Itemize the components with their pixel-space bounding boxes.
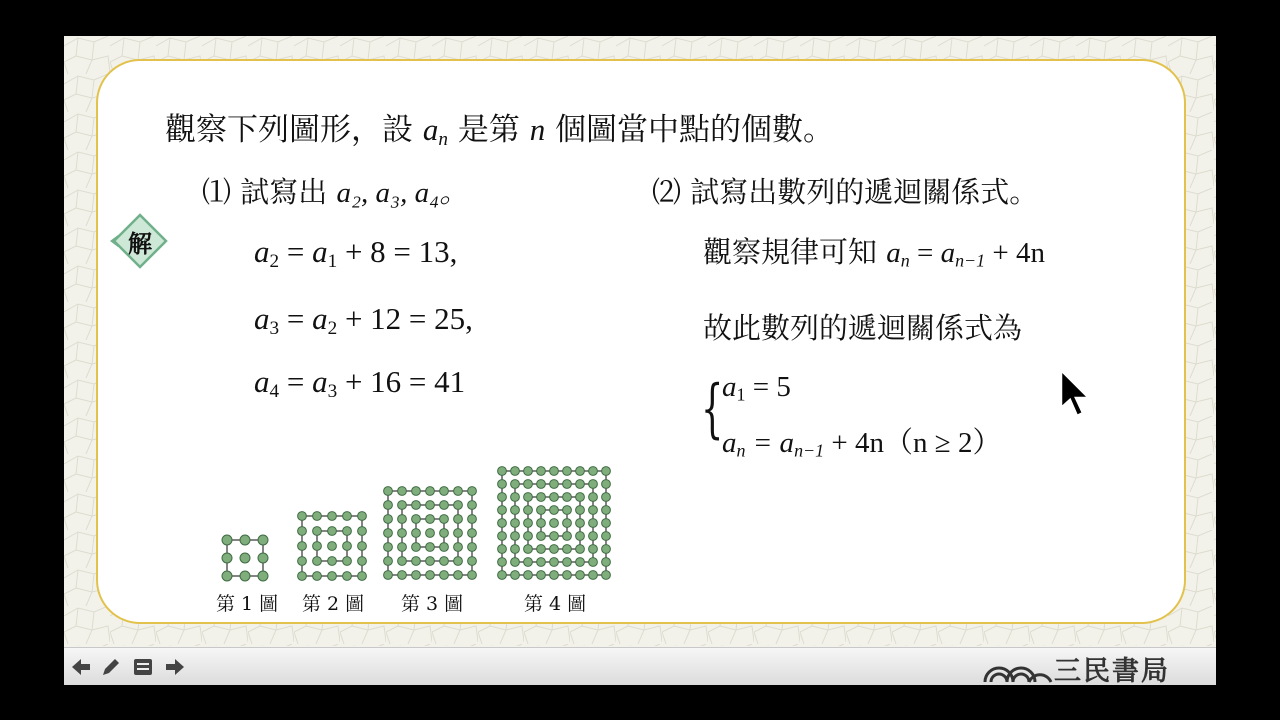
- figure-dot: [563, 493, 572, 502]
- figure-dot: [412, 487, 421, 496]
- figure-dot: [468, 515, 477, 524]
- figure-dot: [412, 529, 421, 538]
- figure-dot: [576, 506, 585, 515]
- conclusion-line: 故此數列的遞迴關係式為: [703, 311, 1023, 345]
- figure-dot: [426, 515, 435, 524]
- figure-dot: [576, 493, 585, 502]
- figure-center-dot: [550, 519, 559, 528]
- figure-dot: [298, 512, 307, 521]
- figure-dot: [498, 480, 507, 489]
- figure-dot: [550, 532, 559, 541]
- figure-caption-4: 第 4 圖: [524, 593, 587, 615]
- figure-dot: [426, 501, 435, 510]
- figure-dot: [498, 532, 507, 541]
- figure-dot: [222, 571, 232, 581]
- figure-dot: [398, 571, 407, 580]
- figure-dot: [524, 519, 533, 528]
- solution-badge-label: 解: [128, 230, 152, 258]
- figure-dot: [498, 545, 507, 554]
- figure-dot: [537, 493, 546, 502]
- figure-dot: [313, 512, 322, 521]
- figure-dot: [589, 519, 598, 528]
- figure-dot: [537, 532, 546, 541]
- figure-dot: [602, 519, 611, 528]
- figure-dot: [550, 571, 559, 580]
- figure-dot: [537, 467, 546, 476]
- figure-dot: [498, 571, 507, 580]
- figure-dot: [313, 527, 322, 536]
- figure-dot: [498, 519, 507, 528]
- figure-dot: [550, 558, 559, 567]
- figure-dot: [524, 558, 533, 567]
- figure-dot: [524, 506, 533, 515]
- figure-dot: [468, 557, 477, 566]
- figure-dot: [511, 519, 520, 528]
- figure-dot: [602, 571, 611, 580]
- observation-line: 觀察規律可知 $a_n = a_{n-1} + 4n$: [703, 235, 1046, 271]
- figure-dot: [563, 467, 572, 476]
- figure-dot: [576, 532, 585, 541]
- figure-dot: [328, 512, 337, 521]
- figure-dot: [398, 501, 407, 510]
- figure-dot: [576, 571, 585, 580]
- figure-dot: [358, 557, 367, 566]
- figure-dot: [589, 493, 598, 502]
- system-brace: {: [701, 372, 724, 446]
- figure-dot: [384, 557, 393, 566]
- dot-figure-2: [298, 512, 367, 581]
- figure-dot: [440, 501, 449, 510]
- figure-dot: [550, 467, 559, 476]
- figure-dot: [384, 543, 393, 552]
- figure-dot: [511, 571, 520, 580]
- figure-dot: [358, 542, 367, 551]
- figure-dot: [440, 543, 449, 552]
- figure-dot: [576, 519, 585, 528]
- figure-dot: [511, 532, 520, 541]
- figure-dot: [602, 506, 611, 515]
- figure-dot: [343, 572, 352, 581]
- figure-dot: [589, 532, 598, 541]
- figure-dot: [602, 558, 611, 567]
- figure-dot: [576, 480, 585, 489]
- figure-dot: [440, 529, 449, 538]
- figure-dot: [313, 542, 322, 551]
- figure-dot: [384, 487, 393, 496]
- figure-dot: [343, 542, 352, 551]
- figure-dot: [511, 467, 520, 476]
- figure-dot: [511, 545, 520, 554]
- figure-dot: [412, 501, 421, 510]
- figure-dot: [384, 571, 393, 580]
- figure-dot: [454, 571, 463, 580]
- recurrence-relation: $a_n = a_{n-1} + 4n(n \ge 2)$: [722, 427, 1002, 461]
- figure-dot: [426, 557, 435, 566]
- figure-dot: [398, 529, 407, 538]
- publisher-logo-icon: [983, 652, 1053, 684]
- part1-question: ⑴ 試寫出 a₂, a₃, a₄。: [202, 175, 469, 209]
- dot-figure-1: [222, 535, 268, 581]
- figure-dot: [454, 557, 463, 566]
- figure-dot: [589, 506, 598, 515]
- figure-dot: [454, 543, 463, 552]
- figure-dot: [384, 529, 393, 538]
- figure-center-dot: [240, 553, 250, 563]
- equation-a4: $a_4 = a_3 + 16 = 41$: [254, 364, 466, 402]
- figure-dot: [550, 480, 559, 489]
- figure-dot: [454, 515, 463, 524]
- figure-dot: [468, 543, 477, 552]
- figure-dot: [343, 557, 352, 566]
- figure-dot: [537, 506, 546, 515]
- figure-dot: [258, 553, 268, 563]
- figure-dot: [298, 557, 307, 566]
- figure-dot: [498, 506, 507, 515]
- figure-dot: [589, 571, 598, 580]
- figure-dot: [440, 487, 449, 496]
- figure-dot: [258, 535, 268, 545]
- figure-dot: [589, 558, 598, 567]
- figure-dot: [468, 487, 477, 496]
- figure-dot: [511, 480, 520, 489]
- figure-dot: [328, 572, 337, 581]
- figure-dot: [426, 543, 435, 552]
- figure-dot: [358, 527, 367, 536]
- figure-dot: [602, 532, 611, 541]
- figure-dot: [550, 506, 559, 515]
- figure-dot: [602, 467, 611, 476]
- figure-dot: [454, 487, 463, 496]
- problem-statement: 觀察下列圖形，設 $a_n$ 是第 n 個圖當中點的個數。: [165, 112, 835, 150]
- figure-dot: [537, 480, 546, 489]
- figure-dot: [468, 529, 477, 538]
- figure-dot: [440, 571, 449, 580]
- arrow-right-icon[interactable]: [164, 657, 186, 677]
- figure-dot: [358, 572, 367, 581]
- figure-dot: [550, 545, 559, 554]
- figure-dot: [328, 527, 337, 536]
- publisher-name: 三民書局: [1054, 656, 1170, 687]
- figure-dot: [576, 558, 585, 567]
- figure-dot: [398, 557, 407, 566]
- figure-dot: [222, 553, 232, 563]
- figure-dot: [563, 558, 572, 567]
- figure-dot: [240, 535, 250, 545]
- figure-dot: [602, 493, 611, 502]
- figure-dot: [440, 515, 449, 524]
- figure-dot: [524, 571, 533, 580]
- figure-caption-2: 第 2 圖: [302, 593, 365, 615]
- figure-dot: [298, 542, 307, 551]
- figure-dot: [563, 506, 572, 515]
- figure-dot: [524, 480, 533, 489]
- figure-dot: [412, 557, 421, 566]
- dot-figure-3: [384, 487, 477, 580]
- figure-caption-3: 第 3 圖: [401, 593, 464, 615]
- figure-dot: [398, 543, 407, 552]
- figure-dot: [412, 571, 421, 580]
- figure-dot: [298, 527, 307, 536]
- figure-dot: [222, 535, 232, 545]
- figure-dot: [398, 487, 407, 496]
- figure-dot: [498, 467, 507, 476]
- figure-dot: [426, 487, 435, 496]
- figure-dot: [498, 493, 507, 502]
- figure-dot: [563, 519, 572, 528]
- figure-dot: [537, 558, 546, 567]
- figure-dot: [563, 532, 572, 541]
- figure-dot: [602, 480, 611, 489]
- figure-dot: [524, 493, 533, 502]
- figure-caption-1: 第 1 圖: [216, 593, 279, 615]
- figure-dot: [328, 557, 337, 566]
- figure-dot: [576, 545, 585, 554]
- figure-dot: [440, 557, 449, 566]
- figure-dot: [412, 515, 421, 524]
- figure-dot: [343, 512, 352, 521]
- figure-dot: [537, 519, 546, 528]
- figure-dot: [498, 558, 507, 567]
- part2-question: ⑵ 試寫出數列的遞迴關係式。: [652, 175, 1039, 209]
- figure-dot: [398, 515, 407, 524]
- figure-dot: [563, 545, 572, 554]
- dot-figure-4: [498, 467, 611, 580]
- figure-dot: [358, 512, 367, 521]
- figure-dot: [537, 545, 546, 554]
- figure-dot: [240, 571, 250, 581]
- figure-dot: [343, 527, 352, 536]
- figure-dot: [454, 501, 463, 510]
- figure-dot: [589, 467, 598, 476]
- figure-dot: [511, 493, 520, 502]
- figure-dot: [511, 506, 520, 515]
- figure-dot: [524, 467, 533, 476]
- mouse-cursor-icon: [1058, 368, 1094, 424]
- figure-dot: [537, 571, 546, 580]
- figure-dot: [511, 558, 520, 567]
- arrow-left-icon[interactable]: [70, 657, 92, 677]
- figure-dot: [454, 529, 463, 538]
- figure-dot: [563, 480, 572, 489]
- figure-dot: [313, 572, 322, 581]
- figure-dot: [412, 543, 421, 552]
- figure-dot: [563, 571, 572, 580]
- figure-dot: [313, 557, 322, 566]
- recurrence-initial: $a_1 = 5$: [722, 371, 791, 405]
- figure-dot: [589, 545, 598, 554]
- equation-a2: $a_2 = a_1 + 8 = 13$,: [254, 234, 458, 272]
- figure-dot: [576, 467, 585, 476]
- figure-dot: [384, 515, 393, 524]
- figure-dot: [550, 493, 559, 502]
- figure-dot: [384, 501, 393, 510]
- figure-center-dot: [426, 529, 435, 538]
- pen-icon[interactable]: [100, 657, 122, 677]
- figure-dot: [468, 571, 477, 580]
- figure-dot: [298, 572, 307, 581]
- figure-dot: [589, 480, 598, 489]
- figure-dot: [426, 571, 435, 580]
- figure-dot: [258, 571, 268, 581]
- figure-dot: [602, 545, 611, 554]
- figure-center-dot: [328, 542, 337, 551]
- menu-icon[interactable]: [132, 657, 154, 677]
- equation-a3: $a_3 = a_2 + 12 = 25$,: [254, 301, 473, 339]
- figure-dot: [468, 501, 477, 510]
- figure-dot: [524, 532, 533, 541]
- figure-dot: [524, 545, 533, 554]
